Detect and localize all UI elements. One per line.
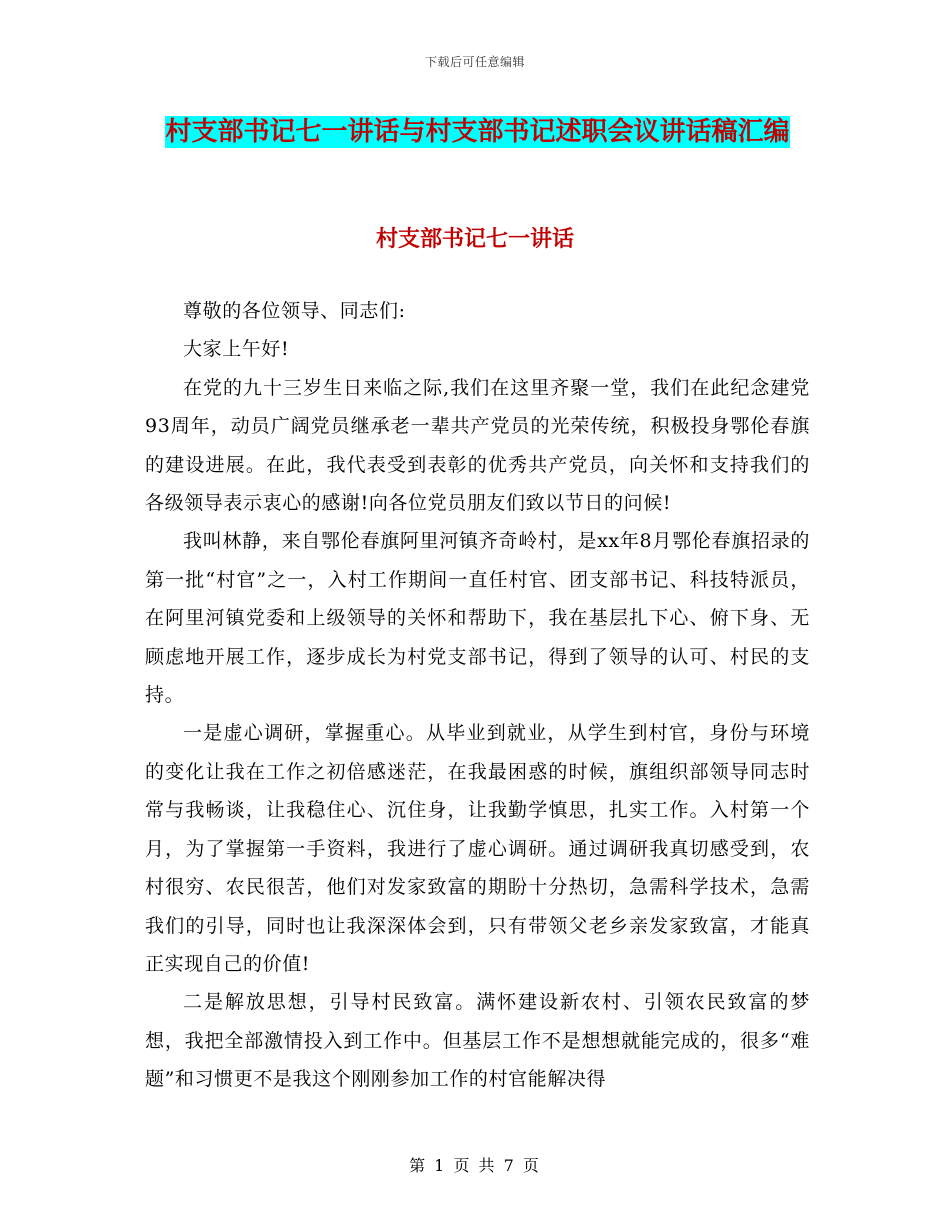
body-paragraph: 在党的九十三岁生日来临之际,我们在这里齐聚一堂，我们在此纪念建党93周年，动员广阔党员继承老一辈共产党员的光荣传统，积极投身鄂伦春旗的建设进展。在此，我代表受到表彰的优秀共产党员，向关怀和支持我们的各级领导表示衷心的感谢!向各位党员朋友们致以节日的问候! bbox=[145, 376, 810, 515]
body-paragraph: 我叫林静，来自鄂伦春旗阿里河镇齐奇岭村，是xx年8月鄂伦春旗招录的第一批“村官”之一，入村工作期间一直任村官、团支部书记、科技特派员，在阿里河镇党委和上级领导的关怀和帮助下，我在基层扎下心、俯下身、无顾虑地开展工作，逐步成长为村党支部书记，得到了领导的认可、村民的支持。 bbox=[145, 530, 810, 707]
header-note: 下载后可任意编辑 bbox=[424, 55, 525, 69]
document-body bbox=[145, 292, 810, 1099]
salutation: 尊敬的各位领导、同志们: bbox=[183, 300, 406, 322]
page-footer: 第 1 页 共 7 页 bbox=[409, 1156, 541, 1175]
body-paragraph: 二是解放思想，引导村民致富。满怀建设新农村、引领农民致富的梦想，我把全部激情投入到工作中。但基层工作不是想想就能完成的，很多“难题”和习惯更不是我这个刚刚参加工作的村官能解决得 bbox=[145, 991, 810, 1091]
document-title bbox=[145, 110, 810, 154]
document-title-text: 村支部书记七一讲话与村支部书记述职会议讲话稿汇编 bbox=[165, 117, 790, 147]
greeting: 大家上午好! bbox=[183, 338, 290, 361]
body-paragraph: 一是虚心调研，掌握重心。从毕业到就业，从学生到村官，身份与环境的变化让我在工作之初倍感迷茫，在我最困惑的时候，旗组织部领导同志时常与我畅谈，让我稳住心、沉住身，让我勤学慎思，扎实工作。入村第一个月，为了掌握第一手资料，我进行了虚心调研。通过调研我真切感受到，农村很穷、农民很苦，他们对发家致富的期盼十分热切，急需科学技术，急需我们的引导，同时也让我深深体会到，只有带领父老乡亲发家致富，才能真正实现自己的价值! bbox=[145, 722, 810, 975]
section-title: 村支部书记七一讲话 bbox=[375, 227, 574, 252]
